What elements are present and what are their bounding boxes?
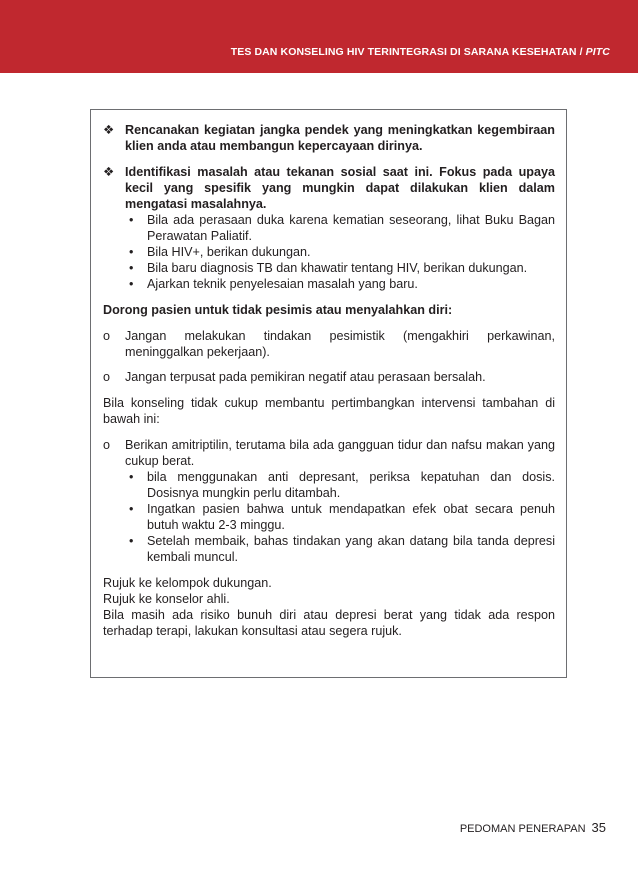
dorong-heading: Dorong pasien untuk tidak pesimis atau menyalahkan diri: bbox=[103, 303, 453, 317]
star-item-identifikasi bbox=[103, 164, 555, 212]
page-number: 35 bbox=[591, 820, 606, 835]
bullet-icon: • bbox=[129, 213, 134, 227]
circle-bullet-icon: o bbox=[103, 329, 111, 343]
bullet-icon: • bbox=[129, 277, 134, 291]
closing-line: Rujuk ke konselor ahli. bbox=[103, 592, 230, 606]
list-item: • Bila ada perasaan duka karena kematian seseorang, lihat Buku Bagan Perawatan Paliatif. bbox=[129, 213, 555, 243]
bullet-icon: • bbox=[129, 245, 134, 259]
header-band bbox=[0, 0, 638, 73]
circle-bullet-icon: o bbox=[103, 438, 111, 452]
page-footer bbox=[460, 820, 606, 835]
bila-konseling-paragraph: Bila konseling tidak cukup membantu pertimbangkan intervensi tambahan di bawah ini: bbox=[103, 396, 555, 426]
star-bullet-icon: ❖ bbox=[103, 123, 115, 137]
star-item-rencanakan bbox=[103, 122, 555, 154]
header-title-abbr: PITC bbox=[585, 46, 610, 58]
content-box bbox=[90, 109, 567, 678]
bullet-icon: • bbox=[129, 534, 134, 548]
dorong-item: o Jangan melakukan tindakan pesimistik (mengakhiri perkawinan, meninggalkan pekerjaan). bbox=[103, 329, 555, 359]
bullet-icon: • bbox=[129, 261, 134, 275]
star-item-text: Identifikasi masalah atau tekanan sosial saat ini. Fokus pada upaya kecil yang spesifik yang mungkin dapat dilakukan klien dalam mengatasi masalahnya. bbox=[125, 165, 555, 211]
header-title bbox=[231, 46, 610, 58]
list-item: • bila menggunakan anti depresant, periksa kepatuhan dan dosis. Dosisnya mungkin perlu ditambah. bbox=[129, 470, 555, 500]
list-item: • Ajarkan teknik penyelesaian masalah yang baru. bbox=[129, 277, 418, 291]
bullet-icon: • bbox=[129, 502, 134, 516]
list-item: • Ingatkan pasien bahwa untuk mendapatkan efek obat secara penuh butuh waktu 2-3 minggu. bbox=[129, 502, 555, 532]
bullet-icon: • bbox=[129, 470, 134, 484]
dorong-item: o Jangan terpusat pada pemikiran negatif atau perasaan bersalah. bbox=[103, 370, 486, 384]
star-bullet-icon: ❖ bbox=[103, 165, 115, 179]
amitriptilin-bullet-list bbox=[125, 469, 555, 565]
identifikasi-bullet-list bbox=[125, 212, 555, 292]
closing-block bbox=[103, 575, 555, 639]
circle-bullet-icon: o bbox=[103, 370, 111, 384]
star-item-text: Rencanakan kegiatan jangka pendek yang meningkatkan kegembiraan klien anda atau membangun kepercayaan dirinya. bbox=[125, 123, 555, 153]
list-item: • Bila baru diagnosis TB dan khawatir tentang HIV, berikan dukungan. bbox=[129, 261, 528, 275]
amitriptilin-item: o Berikan amitriptilin, terutama bila ada gangguan tidur dan nafsu makan yang cukup berat. bbox=[103, 438, 555, 468]
closing-line: Rujuk ke kelompok dukungan. bbox=[103, 576, 272, 590]
list-item: • Bila HIV+, berikan dukungan. bbox=[129, 245, 311, 259]
header-title-main: TES DAN KONSELING HIV TERINTEGRASI DI SARANA KESEHATAN / bbox=[230, 46, 583, 58]
list-item: • Setelah membaik, bahas tindakan yang akan datang bila tanda depresi kembali muncul. bbox=[129, 534, 555, 564]
closing-line: Bila masih ada risiko bunuh diri atau depresi berat yang tidak ada respon terhadap terapi, lakukan konsultasi atau segera rujuk. bbox=[103, 608, 555, 638]
footer-label: PEDOMAN PENERAPAN bbox=[459, 823, 586, 835]
